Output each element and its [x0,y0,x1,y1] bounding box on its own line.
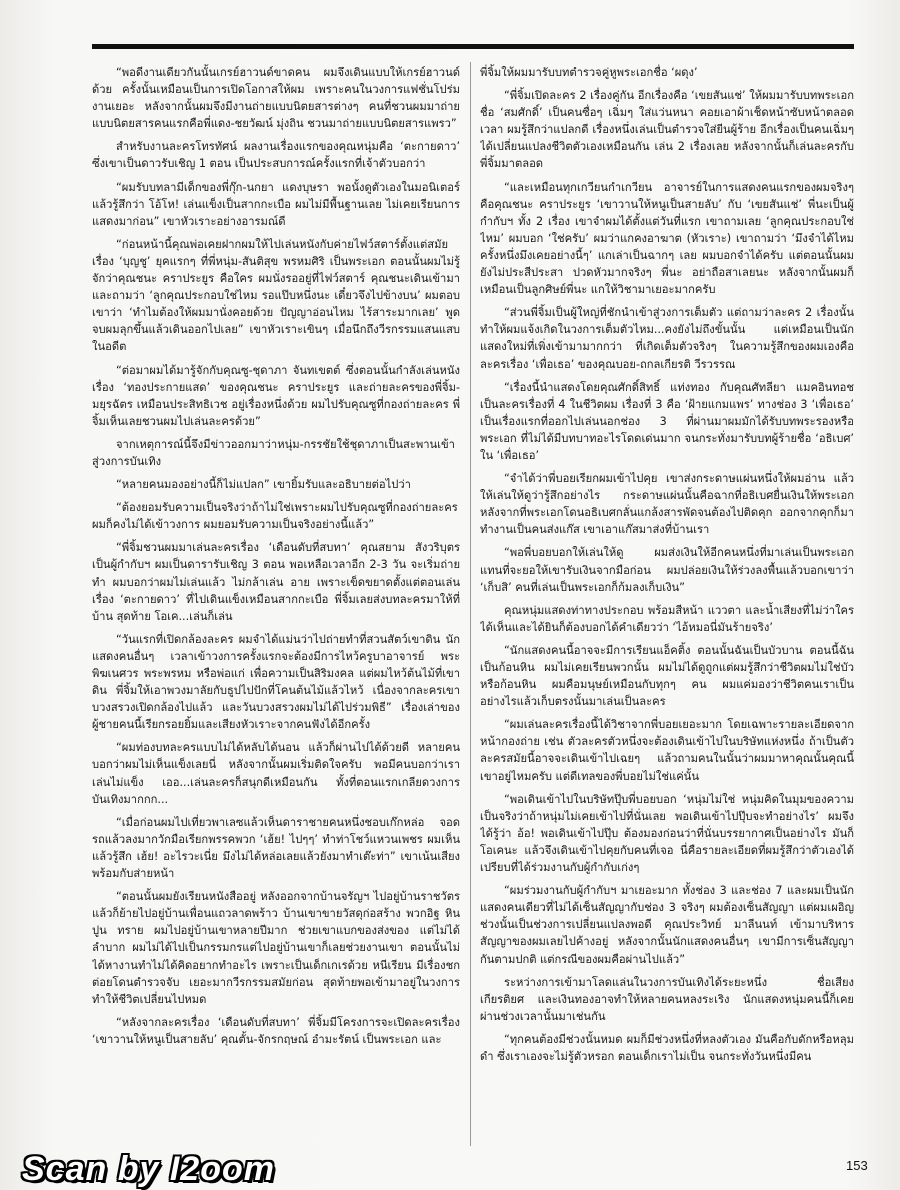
paragraph: “หลังจากละครเรื่อง ‘เดือนดับที่สบทา’ พี่จิ้มมีโครงการจะเปิดละครเรื่อง ‘เขาวานให้หนูเป็นสายลับ’ คุณตั้น-จักรกฤษณ์ อำมะรัตน์ เป็นพระเอก และ [92,1015,460,1046]
paragraph: “ก่อนหน้านี้คุณพ่อเคยฝากผมให้ไปเล่นหนังกับค่ายไฟว์สตาร์ตั้งแต่สมัยเรื่อง ‘บุญชู’ ยุคแรกๆ ที่พี่หนุ่ม-สันติสุข พรหมศิริ เป็นพระเอก ตอนนั้นผมไม่รู้จักว่าคุณชนะ คราประยูร คือใคร ผมนั่งรออยู่ที่ไฟว์สตาร์ คุณชนะเดินเข้ามาและถามว่า ‘ลูกคุณประกอบใช่ไหม รอแป๊บหนึ่งนะ เดี๋ยวจึงไปข้างบน’ ผมตอบเขาว่า ‘ทำไมต้องให้ผมมานั่งคอยด้วย ปัญญาอ่อนไหม ไร้สาระมากเลย’ พูดจบผมลุกขึ้นแล้วเดินออกไปเลย” เขาหัวเราะเขินๆ เมื่อนึกถึงวีรกรรมแสนแสบในอดีต [92,237,460,354]
paragraph: “ผมท่องบทละครแบบไม่ได้หลับได้นอน แล้วก็ผ่านไปได้ด้วยดี หลายคนบอกว่าผมไม่เห็นแข็งเลยนี่ หลังจากนั้นผมเริ่มติดใจครับ พอมีคนบอกว่าเราเล่นไม่แข็ง เออ...เล่นละครก็สนุกดีเหมือนกัน ทั้งที่ตอนแรกเกลียดวงการบันเทิงมากกก... [92,741,460,806]
paragraph: “พอพี่บอยบอกให้เล่นให้ดู ผมส่งเงินให้อีกคนหนึ่งที่มาเล่นเป็นพระเอก แทนที่จะยอให้เขารับเงินจากมือก่อน ผมปล่อยเงินให้ร่วงลงพื้นแล้วบอกเขาว่า ‘เก็บสิ’ คนที่เล่นเป็นพระเอกก็ก้มลงเก็บเงิน” [480,546,854,594]
paragraph: “ต่อมาผมได้มารู้จักกับคุณซู-ชุดาภา จันทเขตต์ ซึ่งตอนนั้นกำลังเล่นหนังเรื่อง ‘ทองประกายแสด’ ของคุณชนะ คราประยูร และถ่ายละครของพี่จิ้ม-มยุรฉัตร เหมือนประสิทธิเวช อยู่เรื่องหนึ่งด้วย ผมไปรับคุณซูที่กองถ่ายละคร พี่จิ้มเห็นเลยชวนผมไปเล่นละครด้วย” [92,363,460,428]
paragraph: “พี่จิ้มเปิดละคร 2 เรื่องคู่กัน อีกเรื่องคือ ‘เขยสันแช่’ ให้ผมมารับบทพระเอกชื่อ ‘สมศักดิ์’ เป็นคนซื่อๆ เฉิ่มๆ ใส่แว่นหนา คอยเอาผ้าเช็ดหน้าซับหน้าตลอดเวลา ผมรู้สึกว่าแปลกดี เรื่องหนึ่งเล่นเป็นตำรวจใส่ยีนผู้ร้าย อีกเรื่องเป็นคนเฉิ่มๆ ได้เปลี่ยนแปลงชีวิตตัวเองเหมือนกัน เล่น 2 เรื่องเลย หลังจากนั้นก็เล่นละครกับพี่จิ้มมาตลอด [480,89,854,171]
page-number: 153 [846,1158,868,1173]
paragraph: ระหว่างการเข้ามาโลดแล่นในวงการบันเทิงได้ระยะหนึ่ง ชื่อเสียง เกียรติยศ และเงินทองอาจทำให้หลายคนหลงระเริง นักแสดงหนุ่มคนนี้ก็เคยผ่านช่วงเวลานั้นมาเช่นกัน [480,975,854,1023]
paragraph: “และเหมือนทุกเกวียนกำเกวียน อาจารย์ในการแสดงคนแรกของผมจริงๆ คือคุณชนะ คราประยูร ‘เขาวานให้หนูเป็นสายลับ’ กับ ‘เขยสันแช่’ พี่นะเป็นผู้กำกับฯ ทั้ง 2 เรื่อง เขาจำผมได้ตั้งแต่วันที่แรก เขาถามเลย ‘ลูกคุณประกอบใช่ไหม’ ผมบอก ‘ใช่ครับ’ ผมว่าแกคงอาฆาต (หัวเราะ) เขาถามว่า ‘มึงจำได้ไหมครั้งหนึ่งมึงเคยอย่างนี้ๆ’ แกเล่าเป็นฉากๆ เลย ผมบอกจำได้ครับ แต่ตอนนั้นผมยังไม่ประสีประสา ปวดหัวมากจริงๆ พี่นะ อย่าถือสาเลยนะ หลังจากนั้นผมก็เหมือนเป็นลูกศิษย์พี่นะ แกให้วิชามาเยอะมากครับ [480,180,854,297]
paragraph: สำหรับงานละครโทรทัศน์ ผลงานเรื่องแรกของคุณหนุ่มคือ ‘ตะกายดาว’ ซึ่งเขาเป็นดาวรับเชิญ 1 ตอน เป็นประสบการณ์ครั้งแรกที่เจ้าตัวบอกว่า [92,140,460,171]
paragraph: “ผมเล่นละครเรื่องนี้ได้วิชาจากพี่บอยเยอะมาก โดยเฉพาะรายละเอียดจากหน้ากองถ่าย เช่น ตัวละครตัวหนึ่งจะต้องเดินเข้าไปในบริษัทแห่งหนึ่ง ถ้าเป็นตัวละครสมัยนี้อาจจะเดินเข้าไปเฉยๆ แล้วถามคนในนั้นว่าผมมาหาคุณนั้นคุณนี้ เขาอยู่ไหมครับ แต่ดีเทลของพี่บอยไม่ใช่แค่นั้น [480,718,854,783]
paragraph: “นักแสดงคนนี้อาจจะมีการเรียนแอ็คติ้ง ตอนนั้นฉันเป็นบัวบาน ตอนนี้ฉันเป็นก้อนหิน ผมไม่เคยเรียนพวกนั้น ผมไม่ได้ดูถูกแต่ผมรู้สึกว่าชีวิตผมไม่ใช่บัวหรือก้อนหิน ผมคือมนุษย์เหมือนกับทุกๆ คน ผมแค่มองว่าชีวิตคนเราเป็นอย่างไรแล้วเก็บตรงนั้นมาเล่นเป็นละคร [480,643,854,709]
paragraph: “หลายคนมองอย่างนี้ก็ไม่แปลก” เขายิ้มรับและอธิบายต่อไปว่า [116,478,411,492]
paragraph: “จำได้ว่าพี่บอยเรียกผมเข้าไปคุย เขาส่งกระดาษแผ่นหนึ่งให้ผมอ่าน แล้วให้เล่นให้ดูว่ารู้สึกอย่างไร กระดาษแผ่นนั้นคือฉากที่อธิเบศยื่นเงินให้พระเอก หลังจากที่พระเอกโดนอธิเบศกลั่นแกล้งสารพัดจนต้องไปติดคุก ออกจากคุกก็มาทำงานเป็นคนส่งแก๊ส เขาเอาแก๊สมาส่งที่บ้านเรา [480,472,854,537]
paragraph: “ต้องยอมรับความเป็นจริงว่าถ้าไม่ใช่เพราะผมไปรับคุณซูที่กองถ่ายละคร ผมก็คงไม่ได้เข้าวงการ ผมยอมรับความเป็นจริงอย่างนี้แล้ว” [92,501,458,532]
paragraph: “พอเดินเข้าไปในบริษัทปุ๊บพี่บอยบอก ‘หนุ่มไม่ใช่ หนุ่มคิดในมุมของความเป็นจริงว่าถ้าหนุ่มไม่เคยเข้าไปที่นั่นเลย พอเดินเข้าไปปุ๊บจะทำอย่างไร’ ผมจึงได้รู้ว่า อ้อ! พอเดินเข้าไปปุ๊บ ต้องมองก่อนว่าที่นั่นบรรยากาศเป็นอย่างไร มันก็โอเคนะ แล้วจึงเดินเข้าไปคุยกับคนที่เจอ นี่คือรายละเอียดที่ผมรู้สึกว่าตัวเองได้เปรียบที่ได้ร่วมงานกับผู้กำกับเก่งๆ [480,792,854,875]
paragraph: “เมื่อก่อนผมไปเที่ยวพาเลซแล้วเห็นดาราชายคนหนึ่งชอบเก๊กหล่อ จอดรถแล้วลงมากวักมือเรียกพรรคพวก ‘เฮ้ย! ไปๆๆ’ ทำท่าโชว์แหวนเพชร ผมเห็นแล้วรู้สึก เฮ้ย! อะไรวะเนี่ย มึงไม่ได้หล่อเลยแล้วยังมาทำเต๊ะท่า” เขาเน้นเสียงพร้อมกับส่ายหน้า [92,815,460,881]
paragraph: “พี่จิ้มชวนผมมาเล่นละครเรื่อง ‘เดือนดับที่สบทา’ คุณสยาม สังวริบุตร เป็นผู้กำกับฯ ผมเป็นดารารับเชิญ 3 ตอน พอเหลือเวลาอีก 2-3 วัน จะเริ่มถ่ายทำ ผมบอกว่าผมไม่เล่นแล้ว ไม่กล้าเล่น อาย เพราะเข็ดขยาดตั้งแต่ตอนเล่นเรื่อง ‘ตะกายดาว’ ที่ไปเดินแข็งเหมือนสากกะเบือ พี่จิ้มเลยส่งบทละครมาให้ที่บ้าน สุดท้าย โอเค...เล่นก็เล่น [92,541,460,623]
paragraph: “ทุกคนต้องมีช่วงนั้นหมด ผมก็มีช่วงหนึ่งที่หลงตัวเอง มันคือกับดักหรือหลุมดำ ซึ่งเราเองจะไม่รู้ตัวหรอก ตอนเด็กเราไม่เป็น จนกระทั่งวันหนึ่งมีคน [480,1032,854,1063]
paragraph: “พอดีงานเดียวกันนั้นเกรย์ฮาวนด์ขาดคน ผมจึงเดินแบบให้เกรย์ฮาวนด์ด้วย ครั้งนั้นเหมือนเป็นการเปิดโอกาสให้ผม เพราะคนในวงการแฟชั่นโปร่มงานเยอะ หลังจากนั้นผมจึงมีงานถ่ายแบบนิตยสารต่างๆ คนที่ชวนผมมาถ่ายแบบนิตยสารคนแรกคือพี่แดง-ชยวัฒน์ มุ่งถิน ชวนมาถ่ายแบบนิตยสารแพรว” [92,66,460,131]
paragraph: “ส่วนพี่จิ้มเป็นผู้ใหญ่ที่ชักนำเข้าสู่วงการเต็มตัว แต่ถามว่าละคร 2 เรื่องนั้นทำให้ผมแจ้งเกิดในวงการเต็มตัวไหม...คงยังไม่ถึงขั้นนั้น แต่เหมือนเป็นนักแสดงใหม่ที่เพิ่งเข้ามามากกว่า ที่เกิดเต็มตัวจริงๆ ในความรู้สึกของผมเองคือละครเรื่อง ‘เพื่อเธอ’ ของคุณบอย-ถกลเกียรติ วีรวรรณ [480,306,854,371]
paragraph: “ผมรับบทลามีเด็กของพี่กุ๊ก-นกยา แดงบุษรา พอนั้งดูตัวเองในมอนิเตอร์แล้วรู้สึกว่า โอ้โห! เล่นแข็งเป็นสากกะเบือ ผมไม่มีพื้นฐานเลย ไม่เคยเรียนการแสดงมาก่อน” เขาหัวเราะอย่างอารมณ์ดี [92,180,460,228]
scan-watermark: Scan by I2oom [22,1150,275,1188]
left-column [92,64,460,1144]
right-column [480,64,854,1144]
paragraph: “เรื่องนี้นำแสดงโดยคุณศักดิ์สิทธิ์ แท่งทอง กับคุณศัทลียา แมคอินทอช เป็นละครเรื่องที่ 4 ในชีวิตผม เรื่องที่ 3 คือ ‘ฝ้ายแกมแพร’ ทางช่อง 3 ‘เพื่อเธอ’ เป็นเรื่องแรกที่ออกไปเล่นนอกช่อง 3 ที่ผ่านมาผมมักได้รับบทพระรองหรือพระเอก ที่ไม่ได้มีบทบาทอะไรโดดเด่นมาก จนกระทั่งมารับบทผู้ร้ายชื่อ ‘อธิเบศ’ ใน ‘เพื่อเธอ’ [480,380,854,462]
column-divider [470,62,471,1146]
paragraph: จากเหตุการณ์นี้จึงมีข่าวออกมาว่าหนุ่ม-กรรชัยใช้ชุดาภาเป็นสะพานเข้าสู่วงการบันเทิง [92,437,455,468]
paragraph: “ผมร่วมงานกับผู้กำกับฯ มาเยอะมาก ทั้งช่อง 3 และช่อง 7 และผมเป็นนักแสดงคนเดียวที่ไม่ได้เซ็นสัญญากับช่อง 3 จริงๆ ผมต้องเซ็นสัญญา แต่ผมเผอิญช่วงนั้นเป็นช่วงการเปลี่ยนแปลงพอดี คุณประวิทย์ มาลีนนท์ เข้ามาบริหาร สัญญาของผมเลยไปค้างอยู่ หลังจากนั้นนักแสดงคนอื่นๆ เขามีการเซ็นสัญญากันตามปกติ แต่กรณีของผมคือผ่านไปแล้ว” [480,884,854,966]
paragraph: “วันแรกที่เปิดกล้องละคร ผมจำได้แม่นว่าไปถ่ายทำที่สวนสัตว์เขาดิน นักแสดงคนอื่นๆ เวลาเข้าวงการครั้งแรกจะต้องมีการไหว้ครูบาอาจารย์ พระพิฆเนศวร พระพรหม หรือพ่อแก่ เพื่อความเป็นสิริมงคล แต่ผมไหว้ต้นไม้ที่เขาดิน พี่จิ้มให้เอาพวงมาลัยกับธูปไปปักที่โคนต้นไม้แล้วไหว้ เนื่องจากละครเขาบวงสรวงเปิดกล้องไปแล้ว และวันบวงสรวงผมไม่ได้ไปร่วมพิธี” เรื่องเล่าของผู้ชายคนนี้เรียกรอยยิ้มและเสียงหัวเราะจากคนฟังได้อีกครั้ง [92,632,460,732]
paragraph: คุณหนุ่มแสดงท่าทางประกอบ พร้อมสีหน้า แววตา และน้ำเสียงที่ไม่ว่าใครได้เห็นและได้ยินก็ต้องบอกได้คำเดียวว่า ‘ไอ้หมอนี่มันร้ายจริง’ [480,603,854,634]
top-rule [92,44,854,49]
paragraph: “ตอนนั้นผมยังเรียนหนังสืออยู่ หลังออกจากบ้านจรัญฯ ไปอยู่บ้านราชวัตร แล้วก็ย้ายไปอยู่บ้านเพื่อนแถวลาดพร้าว บ้านเขาขายวัสดุก่อสร้าง พวกอิฐ หิน ปูน ทราย ผมไปอยู่บ้านเขาหลายปีมาก ช่วยเขาแบกของส่งของ แต่ไม่ได้ลำบาก ผมไม่ได้ไปเป็นกรรมกรแต่ไปอยู่บ้านเขาก็เลยช่วยงานเขา ตอนนั้นไม่ได้หางานทำไม่ได้คิดอยากทำอะไร เพราะเป็นเด็กเกเรด้วย หนีเรียน มีเรื่องชกต่อยโดนตำรวจจับ เยอะมากวีรกรรมสมัยก่อน สุดท้ายพอเข้ามาอยู่ในวงการทำให้ชีวิตเปลี่ยนไปหมด [92,890,460,1006]
paragraph: พี่จิ้มให้ผมมารับบทตำรวจคู่หูพระเอกชื่อ ‘ผดุง’ [480,66,698,79]
